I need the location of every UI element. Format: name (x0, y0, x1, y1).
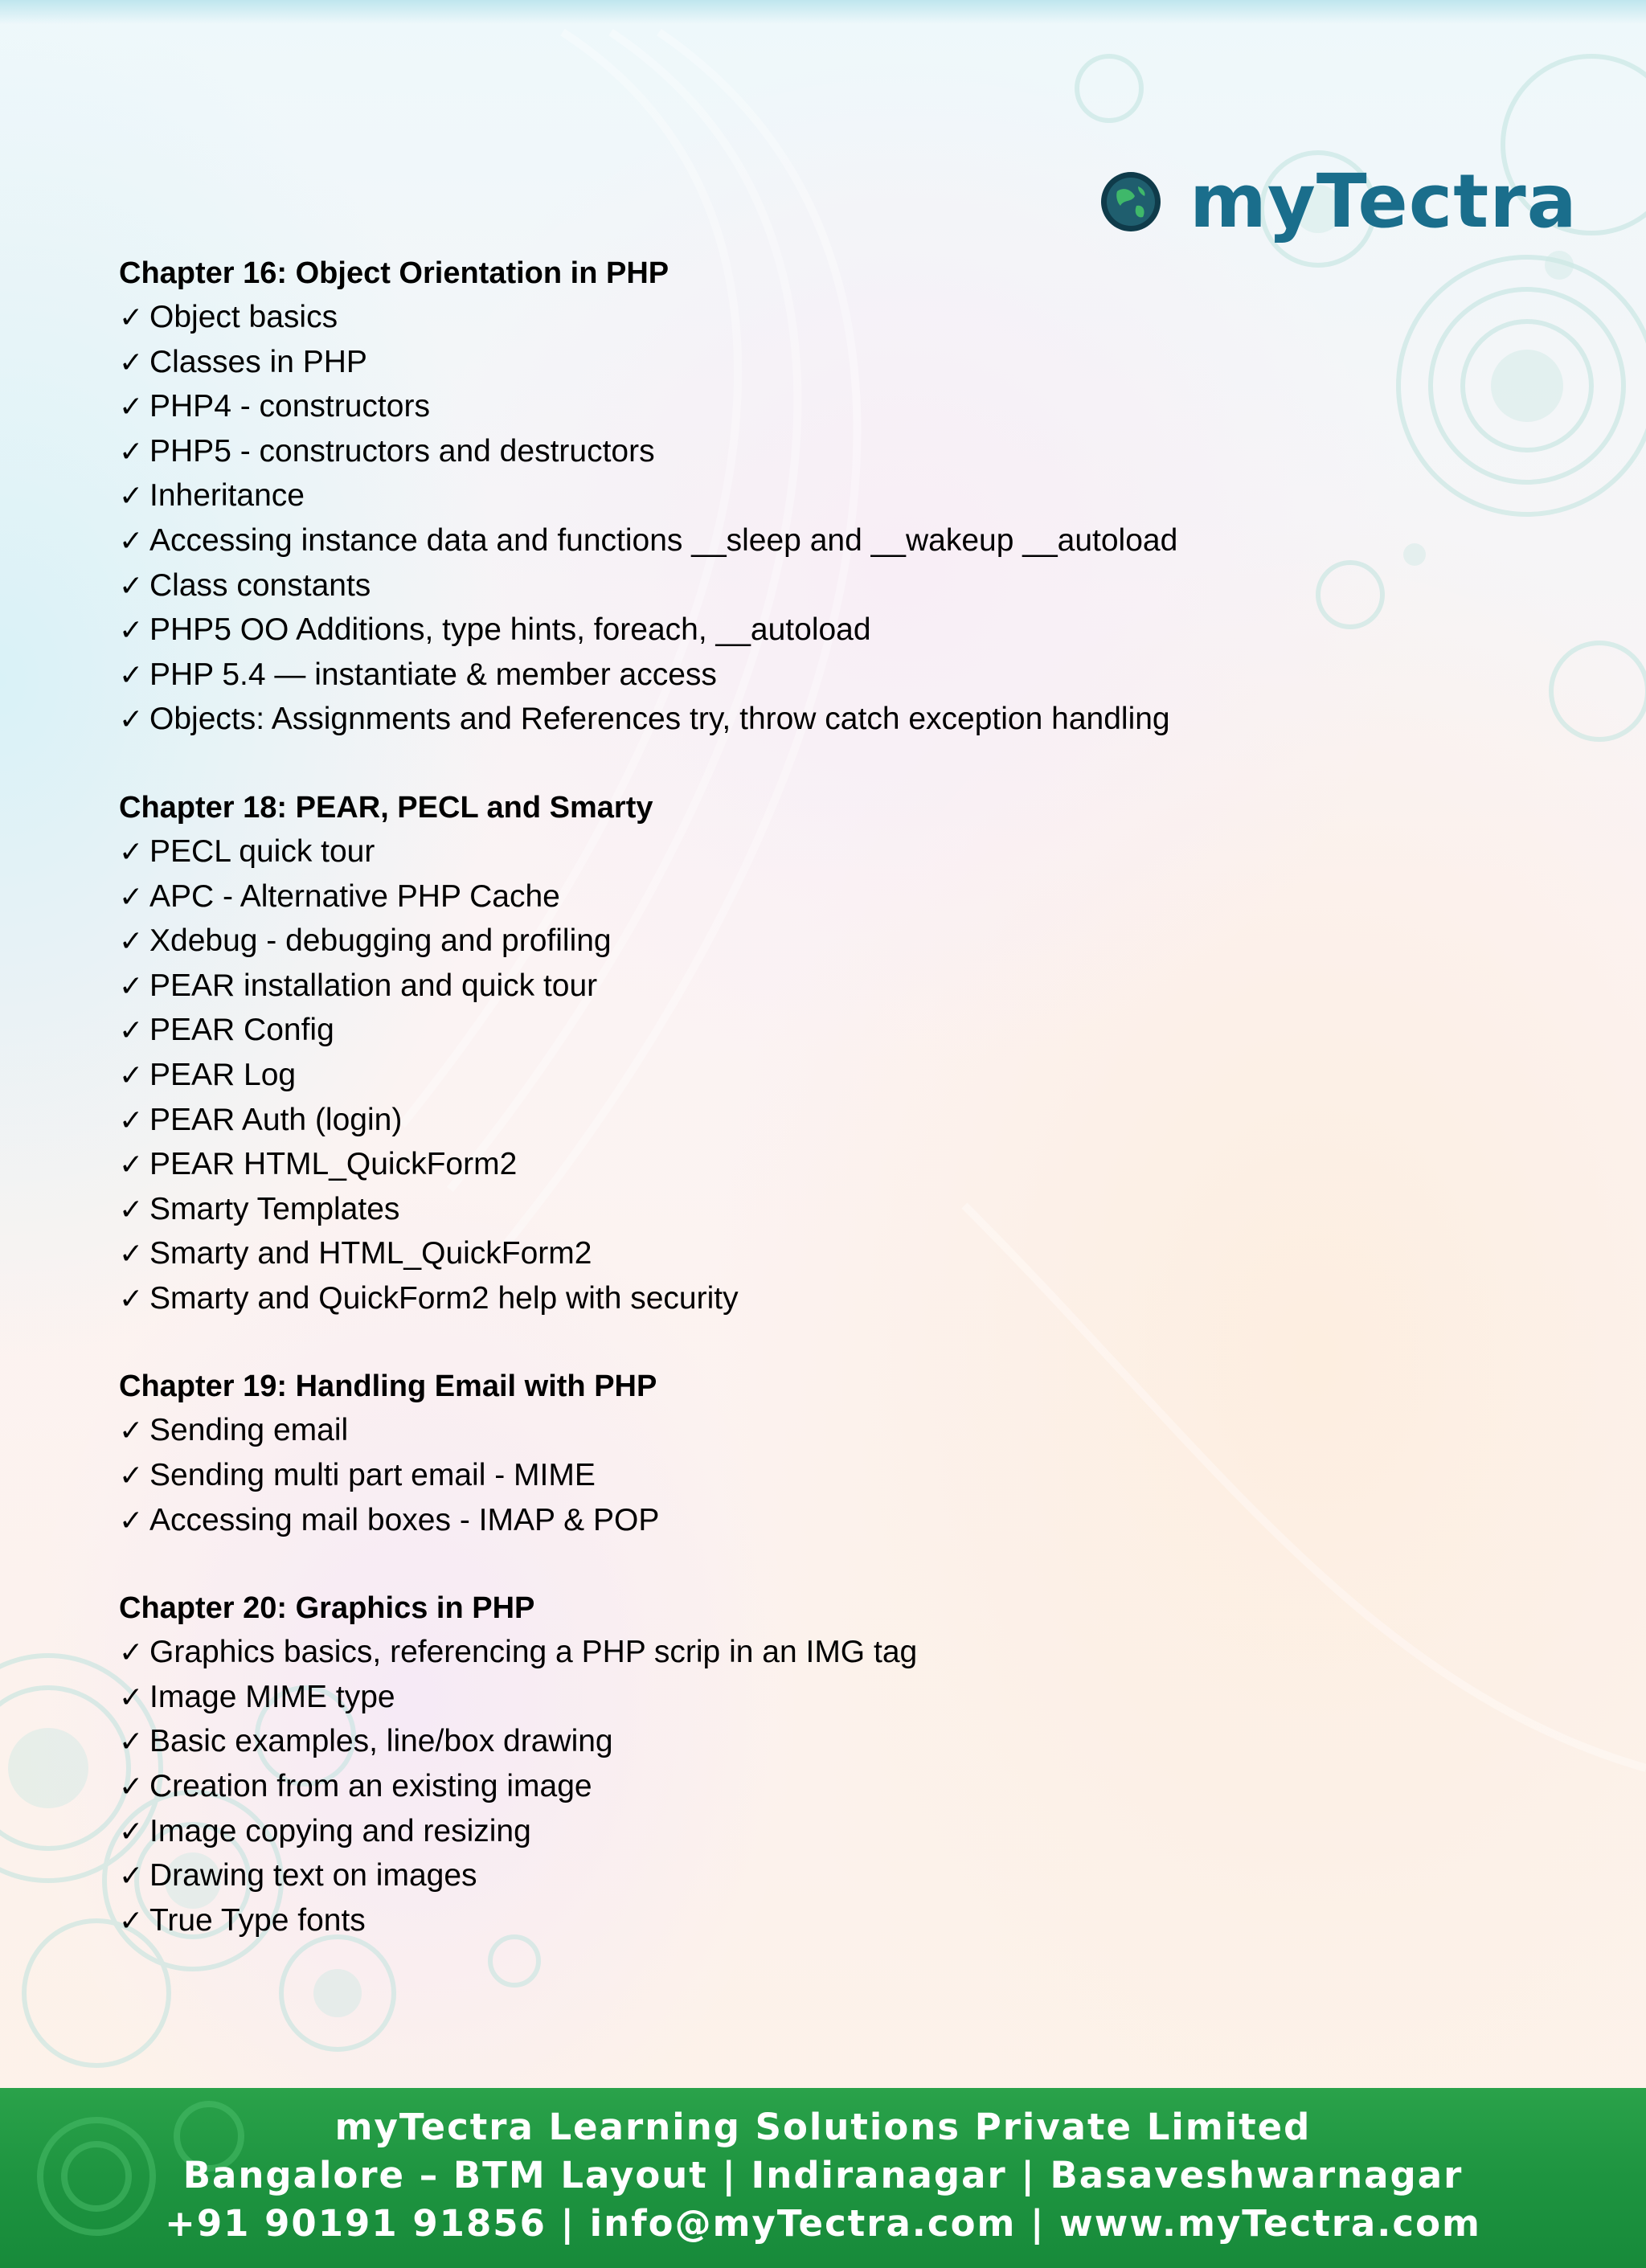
list-item (119, 1631, 1421, 1676)
list-item (119, 1454, 1421, 1499)
list-item-text: Drawing text on images (149, 1858, 477, 1893)
list-item-text: Sending email (149, 1413, 349, 1448)
mytectra-logo (1099, 158, 1582, 246)
checkmark-icon: ✓ (119, 1014, 144, 1048)
list-item (119, 1143, 1421, 1188)
globe-icon (1099, 170, 1162, 233)
checkmark-icon: ✓ (119, 1771, 144, 1804)
checkmark-icon: ✓ (119, 1815, 144, 1848)
list-item (119, 1765, 1421, 1810)
checkmark-icon: ✓ (119, 1414, 144, 1448)
list-item (119, 385, 1421, 430)
list-item-text: PEAR Log (149, 1057, 297, 1092)
list-item-text: Smarty Templates (149, 1191, 400, 1226)
list-item (119, 430, 1421, 475)
list-item-text: Xdebug - debugging and profiling (149, 923, 612, 959)
checkmark-icon: ✓ (119, 1726, 144, 1759)
course-content (119, 252, 1421, 1987)
chapter-title: Chapter 20: Graphics in PHP (119, 1591, 535, 1626)
list-item (119, 474, 1421, 519)
list-item (119, 1009, 1421, 1054)
checkmark-icon: ✓ (119, 703, 144, 737)
list-item-text: APC - Alternative PHP Cache (149, 878, 560, 914)
list-item (119, 1676, 1421, 1721)
list-item-text: PHP 5.4 — instantiate & member access (149, 657, 717, 692)
list-item (119, 1720, 1421, 1765)
list-item-text: Smarty and HTML_QuickForm2 (149, 1236, 592, 1271)
checkmark-icon: ✓ (119, 1238, 144, 1271)
list-item (119, 519, 1421, 564)
list-item (119, 564, 1421, 609)
list-item-text: Image copying and resizing (149, 1813, 531, 1848)
list-item-text: PECL quick tour (149, 833, 375, 869)
checkmark-icon: ✓ (119, 1636, 144, 1670)
checkmark-icon: ✓ (119, 1860, 144, 1893)
list-item (119, 653, 1421, 698)
checkmark-icon: ✓ (119, 925, 144, 959)
footer-banner (0, 2088, 1646, 2268)
list-item (119, 1099, 1421, 1144)
chapter-title: Chapter 19: Handling Email with PHP (119, 1369, 657, 1404)
list-item (119, 1810, 1421, 1855)
checkmark-icon: ✓ (119, 1504, 144, 1537)
chapter-title: Chapter 18: PEAR, PECL and Smarty (119, 790, 653, 825)
list-item (119, 1499, 1421, 1544)
checkmark-icon: ✓ (119, 880, 144, 914)
list-item (119, 1232, 1421, 1277)
chapter-title: Chapter 16: Object Orientation in PHP (119, 256, 669, 290)
list-item (119, 830, 1421, 875)
list-item (119, 1899, 1421, 1944)
checkmark-icon: ✓ (119, 1148, 144, 1182)
checkmark-icon: ✓ (119, 1282, 144, 1316)
checkmark-icon: ✓ (119, 435, 144, 469)
list-item-text: PEAR installation and quick tour (149, 968, 598, 1003)
list-item (119, 608, 1421, 653)
list-item (119, 919, 1421, 964)
checkmark-icon: ✓ (119, 391, 144, 424)
list-item-text: Accessing instance data and functions __sleep and __wakeup __autoload (149, 522, 1178, 558)
checkmark-icon: ✓ (119, 1193, 144, 1226)
list-item (119, 1277, 1421, 1322)
list-item-text: Image MIME type (149, 1679, 395, 1714)
list-item-text: PEAR Config (149, 1013, 334, 1048)
checkmark-icon: ✓ (119, 969, 144, 1003)
list-item (119, 1188, 1421, 1233)
list-item (119, 875, 1421, 920)
list-item-text: Basic examples, line/box drawing (149, 1724, 613, 1759)
list-item-text: PEAR Auth (login) (149, 1102, 403, 1137)
list-item-text: Smarty and QuickForm2 help with security (149, 1280, 739, 1316)
checkmark-icon: ✓ (119, 1058, 144, 1092)
list-item-text: Objects: Assignments and References try, throw catch exception handling (149, 702, 1170, 737)
checkmark-icon: ✓ (119, 480, 144, 514)
list-item-text: PHP5 - constructors and destructors (149, 433, 655, 469)
list-item-text: Creation from an existing image (149, 1769, 592, 1804)
checkmark-icon: ✓ (119, 569, 144, 603)
chapter-section (119, 786, 1421, 1322)
list-item (119, 296, 1421, 341)
checkmark-icon: ✓ (119, 1904, 144, 1938)
list-item-text: PHP5 OO Additions, type hints, foreach, __autoload (149, 612, 871, 648)
chapter-section (119, 1586, 1421, 1943)
checkmark-icon: ✓ (119, 524, 144, 558)
list-item (119, 1054, 1421, 1099)
checkmark-icon: ✓ (119, 658, 144, 692)
list-item-text: PHP4 - constructors (149, 389, 430, 424)
footer-locations: Bangalore – BTM Layout | Indiranagar | Basaveshwarnagar (182, 2154, 1464, 2196)
list-item (119, 1409, 1421, 1454)
list-item (119, 1854, 1421, 1899)
list-item-text: Sending multi part email - MIME (149, 1458, 596, 1493)
list-item-text: Graphics basics, referencing a PHP scrip in an IMG tag (149, 1635, 918, 1670)
list-item-text: Object basics (149, 300, 338, 334)
checkmark-icon: ✓ (119, 1681, 144, 1714)
checkmark-icon: ✓ (119, 1459, 144, 1493)
list-item-text: Accessing mail boxes - IMAP & POP (149, 1502, 660, 1537)
list-item (119, 698, 1421, 743)
chapter-section (119, 1365, 1421, 1543)
list-item (119, 341, 1421, 386)
checkmark-icon: ✓ (119, 346, 144, 379)
list-item-text: Inheritance (149, 478, 305, 514)
list-item-text: Class constants (149, 567, 371, 603)
list-item-text: PEAR HTML_QuickForm2 (149, 1147, 518, 1182)
footer-contact: +91 90191 91856 | info@myTectra.com | www.myTectra.com (165, 2202, 1481, 2245)
list-item-text: True Type fonts (149, 1902, 366, 1938)
checkmark-icon: ✓ (119, 835, 144, 869)
list-item-text: Classes in PHP (149, 344, 367, 379)
checkmark-icon: ✓ (119, 1103, 144, 1137)
logo-wordmark: myTectra (1189, 158, 1578, 244)
list-item (119, 964, 1421, 1009)
checkmark-icon: ✓ (119, 301, 144, 334)
footer-company-name: myTectra Learning Solutions Private Limited (334, 2106, 1312, 2148)
chapter-section (119, 252, 1421, 743)
checkmark-icon: ✓ (119, 614, 144, 648)
